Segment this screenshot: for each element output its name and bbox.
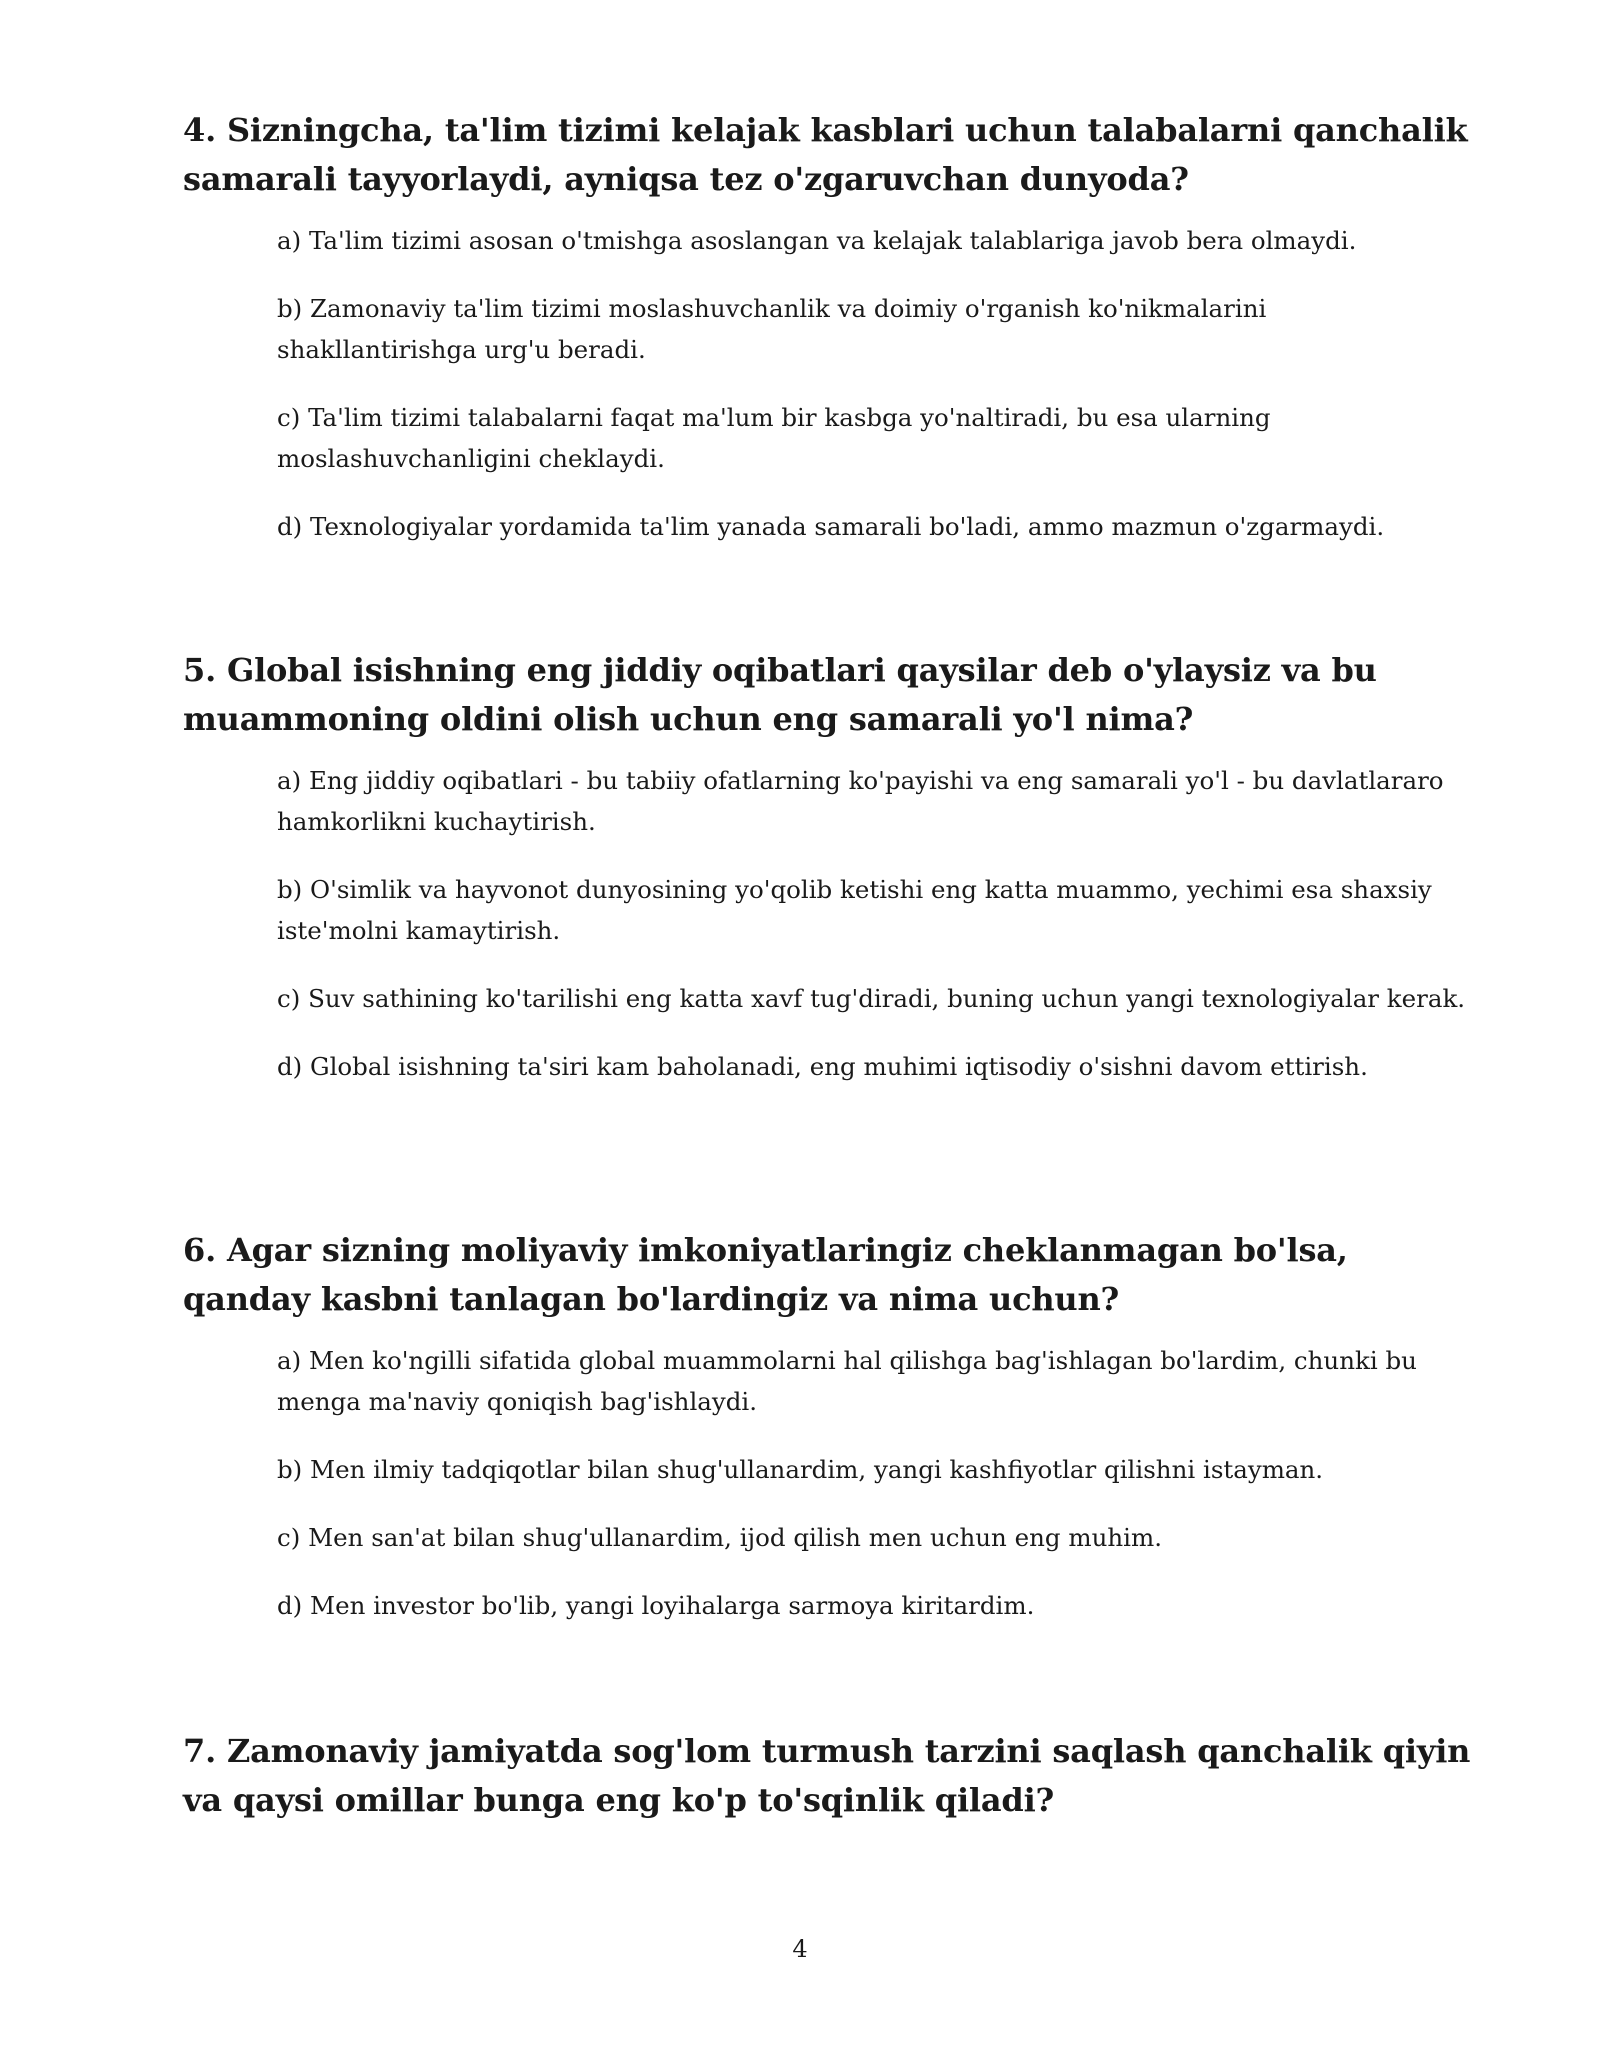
answer-options	[277, 220, 1473, 547]
answer-option-d: d) Men investor bo'lib, yangi loyihalarga sarmoya kiritardim.	[277, 1591, 1035, 1620]
answer-option-a: a) Men ko'ngilli sifatida global muammolarni hal qilishga bag'ishlagan bo'lardim, chunki bu menga ma'naviy qoniqish bag'ishlaydi.	[277, 1346, 1417, 1416]
answer-options	[277, 760, 1473, 1087]
answer-option-b: b) Men ilmiy tadqiqotlar bilan shug'ullanardim, yangi kashfiyotlar qilishni istayman.	[277, 1455, 1324, 1484]
answer-option-d: d) Texnologiyalar yordamida ta'lim yanada samarali bo'ladi, ammo mazmun o'zgarmaydi.	[277, 512, 1385, 541]
answer-option-c: c) Men san'at bilan shug'ullanardim, ijod qilish men uchun eng muhim.	[277, 1523, 1163, 1552]
answer-option-d: d) Global isishning ta'siri kam baholanadi, eng muhimi iqtisodiy o'sishni davom ettirish.	[277, 1052, 1368, 1081]
question-6	[183, 1226, 1473, 1653]
answer-options	[277, 1340, 1473, 1626]
question-4	[183, 106, 1473, 574]
page-number: 4	[792, 1935, 808, 1963]
answer-option-a: a) Eng jiddiy oqibatlari - bu tabiiy ofatlarning ko'payishi va eng samarali yo'l - bu davlatlararo hamkorlikni kuchaytirish.	[277, 766, 1444, 836]
answer-option-a: a) Ta'lim tizimi asosan o'tmishga asoslangan va kelajak talablariga javob bera olmaydi.	[277, 226, 1357, 255]
answer-option-b: b) Zamonaviy ta'lim tizimi moslashuvchanlik va doimiy o'rganish ko'nikmalarini shakllantirishga urg'u beradi.	[277, 294, 1267, 364]
answer-option-b: b) O'simlik va hayvonot dunyosining yo'qolib ketishi eng katta muammo, yechimi esa shaxsiy iste'molni kamaytirish.	[277, 875, 1432, 945]
question-title: 6. Agar sizning moliyaviy imkoniyatlaringiz cheklanmagan bo'lsa, qanday kasbni tanlagan bo'lardingiz va nima uchun?	[183, 1231, 1348, 1318]
answer-option-c: c) Ta'lim tizimi talabalarni faqat ma'lum bir kasbga yo'naltiradi, bu esa ularning moslashuvchanligini cheklaydi.	[277, 403, 1271, 473]
question-7	[183, 1727, 1473, 1841]
answer-option-c: c) Suv sathining ko'tarilishi eng katta xavf tug'diradi, buning uchun yangi texnologiyalar kerak.	[277, 984, 1466, 1013]
question-5	[183, 646, 1473, 1114]
question-title: 4. Sizningcha, ta'lim tizimi kelajak kasblari uchun talabalarni qanchalik samarali tayyorlaydi, ayniqsa tez o'zgaruvchan dunyoda?	[183, 111, 1468, 198]
question-title: 7. Zamonaviy jamiyatda sog'lom turmush tarzini saqlash qanchalik qiyin va qaysi omillar bunga eng ko'p to'sqinlik qiladi?	[183, 1732, 1471, 1819]
question-title: 5. Global isishning eng jiddiy oqibatlari qaysilar deb o'ylaysiz va bu muammoning oldini olish uchun eng samarali yo'l nima?	[183, 651, 1377, 738]
